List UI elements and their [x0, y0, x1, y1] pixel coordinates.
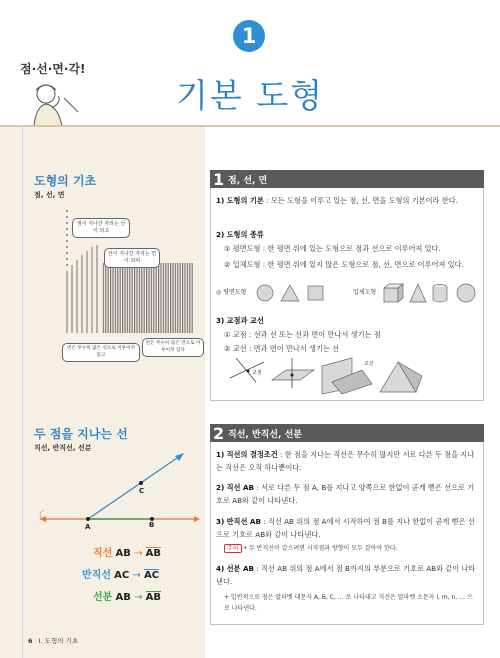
solid-shapes-icons [382, 282, 478, 304]
item-text: : 직선 AB 위의 점 A에서 점 B까지의 부분으로 기호로 AB와 같이 나타낸다. [216, 564, 476, 586]
item-text: : 서로 다른 두 점 A, B를 지나고 양쪽으로 한없이 곧게 뻗은 선으로 기호로 AB와 같이 나타낸다. [216, 483, 475, 505]
item-heading: 도형의 종류 [226, 230, 264, 239]
bubble-line: 선이 지나간 자리는 면이 되며 [104, 248, 160, 268]
s1-type-plane: ① 평면도형 : 한 평면 위에 있는 도형으로 점과 선으로 이루어져 있다. [224, 244, 441, 253]
item-number: 1) [216, 196, 225, 205]
row-label: 반직선 [82, 570, 111, 581]
section1-title: 점, 선, 면 [228, 176, 268, 186]
page-number: 6 [28, 637, 33, 645]
s2-item-4 [216, 562, 478, 588]
item-heading: 교점과 교선 [226, 316, 264, 325]
row-symbol: AB [145, 548, 162, 559]
item-text: : 한 점을 지나는 직선은 무수히 많지만 서로 다른 두 점을 지나는 직선은 오직 하나뿐이다. [216, 450, 475, 472]
point-c-label: C [139, 487, 145, 495]
symbol-row-segment: 선분 AB → AB [93, 592, 162, 603]
s2-note [224, 543, 398, 552]
point-a-label: A [85, 523, 91, 531]
item-heading: 직선 AB [226, 483, 255, 492]
chapter-number: 1 [233, 20, 265, 52]
intersection-point-label: 교점 [252, 370, 262, 376]
intersection-illustration [222, 356, 472, 396]
s2-footnote: + 일반적으로 점은 알파벳 대문자 A, B, C, … 로 나타내고 직선은 알파벳 소문자 l, m, n, … 으로 나타낸다. [224, 594, 473, 612]
side1-title: 도형의 기초 [34, 174, 97, 188]
item-number: 4) [216, 564, 225, 573]
footer-text: Ⅰ. 도형의 기초 [38, 637, 79, 645]
s1-item-1 [216, 194, 478, 207]
intersection-line-label: 교선 [364, 361, 374, 367]
section2-header [210, 424, 484, 442]
item-text: : 직선 AB 위의 점 A에서 시작하여 점 B를 지나 한없이 곧게 뻗은 선으로 기호로 AB와 같이 나타낸다. [216, 517, 475, 539]
item-text: : 모든 도형을 이루고 있는 점, 선, 면을 도형의 기본이라 한다. [266, 196, 458, 205]
item-number: 3) [216, 316, 225, 325]
s2-item-1 [216, 448, 478, 474]
section1-number: 1 [213, 170, 225, 189]
row-expr: AB [115, 548, 131, 559]
row-label: 선분 [93, 592, 113, 603]
row-expr: AC [114, 570, 130, 581]
chapter-subtitle: 점·선·면·각! [20, 62, 86, 76]
s1-line-of-intersection: ② 교선 : 면과 면이 만나서 생기는 선 [224, 344, 340, 353]
side2-subtitle: 직선, 반직선, 선분 [34, 444, 92, 452]
item-heading: 직선의 결정조건 [226, 450, 278, 459]
s1-item-3 [216, 314, 478, 327]
bubble-point: 점이 지나간 자리는 선이 되고 [72, 218, 130, 238]
note-tag: 주의 [224, 544, 242, 553]
plane-shapes-icons [256, 284, 330, 302]
item-heading: 도형의 기본 [226, 196, 264, 205]
item-heading: 선분 AB [226, 564, 255, 573]
side2-title: 두 점을 지나는 선 [34, 427, 128, 441]
section1-header [210, 170, 484, 188]
chapter-title: 기본 도형 [175, 76, 324, 115]
item-number: 2) [216, 483, 225, 492]
s2-item-2 [216, 481, 478, 507]
section2-number: 2 [213, 424, 225, 443]
row-symbol: AB [145, 592, 162, 603]
plane-shapes-label: ◎ 평면도형 [216, 289, 247, 296]
symbol-row-line: 직선 AB → AB [93, 548, 162, 559]
point-b-label: B [149, 521, 155, 529]
bubble-plane-lines: 면은 무수히 많은 선으로 이루어져 있고 [62, 343, 140, 362]
solid-shapes-label: 입체도형 [353, 289, 377, 296]
row-symbol: AC [144, 570, 160, 581]
symbol-row-ray: 반직선 AC → AC [82, 570, 160, 581]
item-number: 2) [216, 230, 225, 239]
item-heading: 반직선 AB [226, 517, 261, 526]
page-footer [28, 636, 78, 645]
s1-type-solid: ② 입체도형 : 한 평면 위에 있지 않은 도형으로 점, 선, 면으로 이루어져 있다. [224, 260, 464, 269]
bubble-plane-planes: 면은 무수히 많은 면으로 이루어져 있다 [142, 338, 204, 357]
s2-item-3 [216, 515, 478, 541]
note-text: • 두 반직선이 같으려면 시작점과 방향이 모두 같아야 한다. [243, 545, 398, 552]
item-number: 1) [216, 450, 225, 459]
s1-item-2 [216, 228, 478, 241]
line-ray-segment-diagram [30, 450, 202, 540]
s1-point-of-intersection: ① 교점 : 선과 선 또는 선과 면이 만나서 생기는 점 [224, 330, 381, 339]
side-guide-line [22, 127, 23, 658]
item-number: 3) [216, 517, 225, 526]
row-label: 직선 [93, 548, 113, 559]
row-expr: AB [115, 592, 131, 603]
side1-subtitle: 점, 선, 면 [34, 191, 65, 199]
section2-title: 직선, 반직선, 선분 [228, 430, 302, 440]
